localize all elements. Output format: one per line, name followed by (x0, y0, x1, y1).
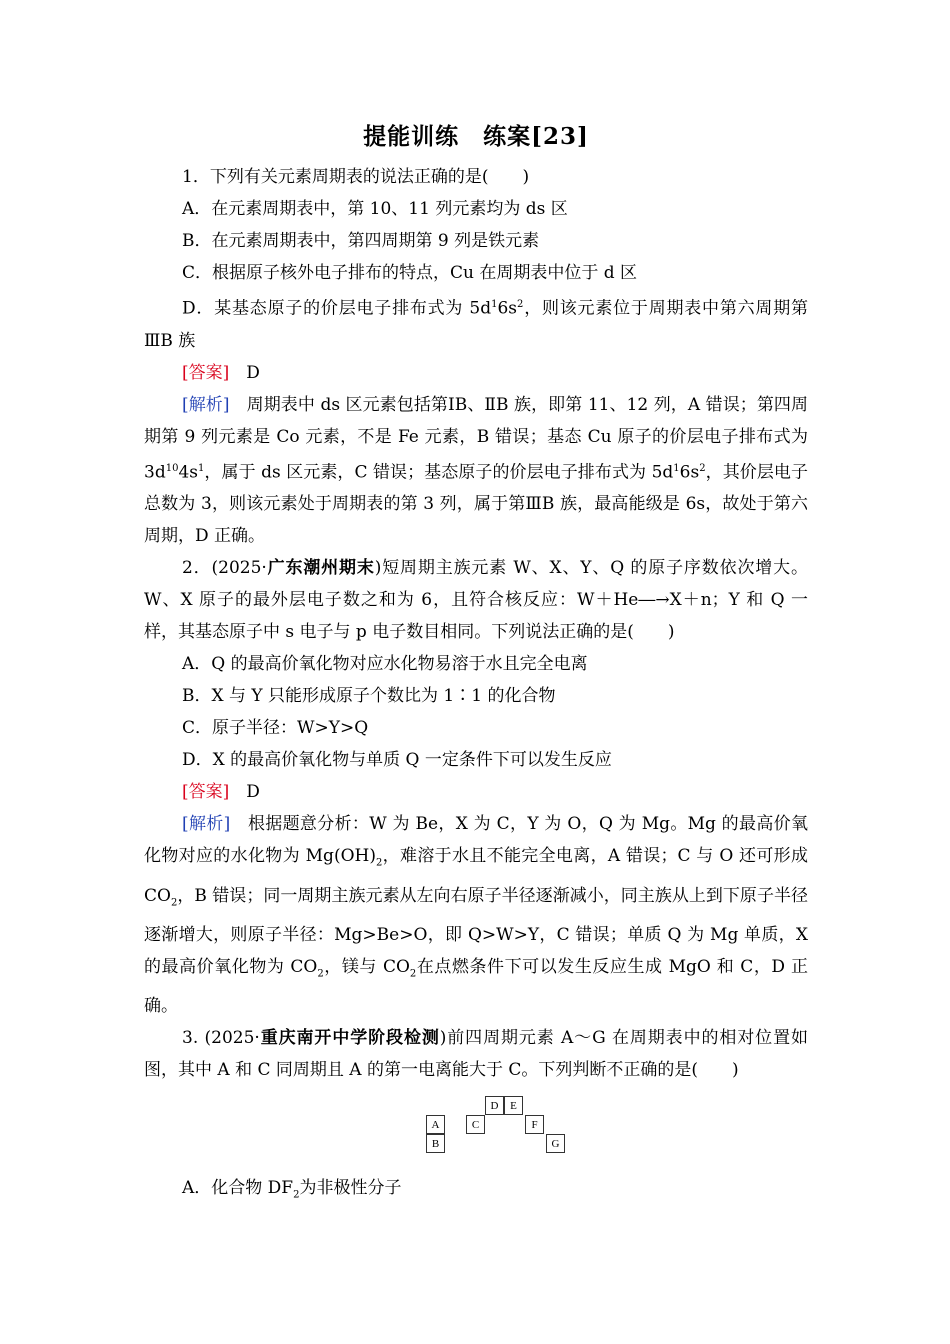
orbital-label: 6s (679, 462, 700, 483)
superscript: 1 (673, 462, 680, 474)
subscript: 2 (375, 857, 383, 869)
q2-stem-text: )短周期主族元素 W、X、Y、Q 的原子序数依次增大。W、X 原子的最外层电子数之和为 6，且符合核反应：W＋He―→X＋n；Y 和 Q 一样，其基态原子中 s 电子与 p 电子数目相同。下列说法正确的是( ) (144, 558, 808, 643)
analysis-text-2: ，属于 ds 区元素，C 错误；基态原子的价层电子排布式为 5d (204, 462, 674, 483)
analysis-text-2: ，难溶于水且不能完全电离，A 错误；C 与 O 还可形成 CO (144, 846, 808, 906)
analysis-text-3: ，B 错误；同一周期主族元素从左向右原子半径逐渐减小，同主族从上到下原子半径逐渐增大，则原子半径：Mg>Be>O，即 Q>W>Y，C 错误；单质 Q 为 Mg 单质，X 的最高价氧化物为 CO (144, 885, 808, 978)
answer-tag: [答案] (182, 782, 230, 803)
analysis-text-5: 在点燃条件下可以发生反应生成 MgO 和 C，D 正确。 (144, 957, 808, 1017)
cell-b: B (426, 1134, 445, 1153)
q3-option-a (144, 1172, 808, 1211)
cell-d: D (485, 1096, 504, 1115)
orbital-label: 4s (178, 462, 198, 483)
q1-option-a: A．在元素周期表中，第 10、11 列元素均为 ds 区 (182, 199, 568, 219)
periodic-table-figure (144, 1094, 808, 1166)
q1-analysis (144, 389, 808, 553)
superscript: 2 (699, 462, 706, 474)
q3-stem-text: )前四周期元素 A～G 在周期表中的相对位置如图，其中 A 和 C 同周期且 A 的第一电离能大于 C。下列判断不正确的是( ) (144, 1028, 808, 1081)
q1-stem: 1．下列有关元素周期表的说法正确的是( ) (182, 167, 530, 187)
answer-value: D (246, 782, 260, 803)
answer-value: D (246, 362, 260, 383)
cell-g: G (546, 1134, 565, 1153)
cell-e: E (504, 1096, 523, 1115)
q2-answer (144, 776, 808, 808)
page (144, 118, 808, 1212)
q1-option-b: B．在元素周期表中，第四周期第 9 列是铁元素 (182, 231, 540, 251)
q1-answer (144, 357, 808, 389)
answer-tag: [答案] (182, 362, 230, 383)
cell-a: A (426, 1115, 445, 1134)
analysis-tag: [解析] (182, 814, 231, 835)
analysis-text-1: 根据题意分析：W 为 Be，X 为 C，Y 为 O，Q 为 Mg。Mg 的最高价氧化物对应的水化物为 Mg(OH) (144, 814, 809, 867)
q3-option-a-text-2: 为非极性分子 (299, 1178, 402, 1199)
q2-option-a: A．Q 的最高价氧化物对应水化物易溶于水且完全电离 (182, 654, 588, 675)
q2-number: 2．(2025· (182, 558, 267, 579)
cell-f: F (525, 1115, 544, 1134)
superscript: 1 (491, 299, 498, 310)
q1-option-c: C．根据原子核外电子排布的特点，Cu 在周期表中位于 d 区 (182, 263, 638, 283)
analysis-tag: [解析] (182, 394, 230, 415)
q2-option-d: D．X 的最高价氧化物与单质 Q 一定条件下可以发生反应 (182, 750, 612, 771)
q1-option-d (144, 289, 808, 357)
q2-stem (144, 552, 808, 648)
subscript: 2 (293, 1189, 300, 1201)
orbital-label: 6s (497, 298, 518, 319)
subscript: 2 (170, 897, 178, 909)
superscript: 1 (197, 462, 205, 474)
q2-source: 广东潮州期末 (266, 558, 375, 579)
q3-option-a-text: A．化合物 DF (182, 1178, 294, 1199)
analysis-text-4: ，镁与 CO (323, 957, 410, 978)
q3-source: 重庆南开中学阶段检测 (259, 1028, 440, 1049)
page-title: 提能训练 练案[23] (363, 123, 589, 150)
analysis-text-1: 周期表中 ds 区元素包括第ⅠB、ⅡB 族，即第 11、12 列，A 错误；第四周期第 9 列元素是 Co 元素，不是 Fe 元素，B 错误；基态 Cu 原子的价层电子排布式为 3d (144, 394, 809, 483)
q2-analysis (144, 808, 808, 1022)
cell-c: C (466, 1115, 485, 1134)
q1-option-d-text-2: ，则该元素位于周期表中第六周期第ⅢB 族 (144, 298, 808, 351)
q1-option-d-text: D．某基态原子的价层电子排布式为 5d (182, 298, 492, 319)
q3-number: 3. (2025· (182, 1028, 260, 1049)
q3-stem (144, 1022, 808, 1086)
q2-option-c: C．原子半径：W>Y>Q (182, 718, 369, 739)
superscript: 10 (165, 462, 179, 474)
subscript: 2 (317, 968, 324, 980)
superscript: 2 (517, 299, 524, 310)
subscript: 2 (409, 968, 417, 980)
analysis-text-3: ，其价层电子总数为 3，则该元素处于周期表的第 3 列，属于第ⅢB 族，最高能级是 6s，故处于第六周期，D 正确。 (144, 462, 809, 547)
q2-option-b: B．X 与 Y 只能形成原子个数比为 1∶1 的化合物 (182, 686, 556, 707)
